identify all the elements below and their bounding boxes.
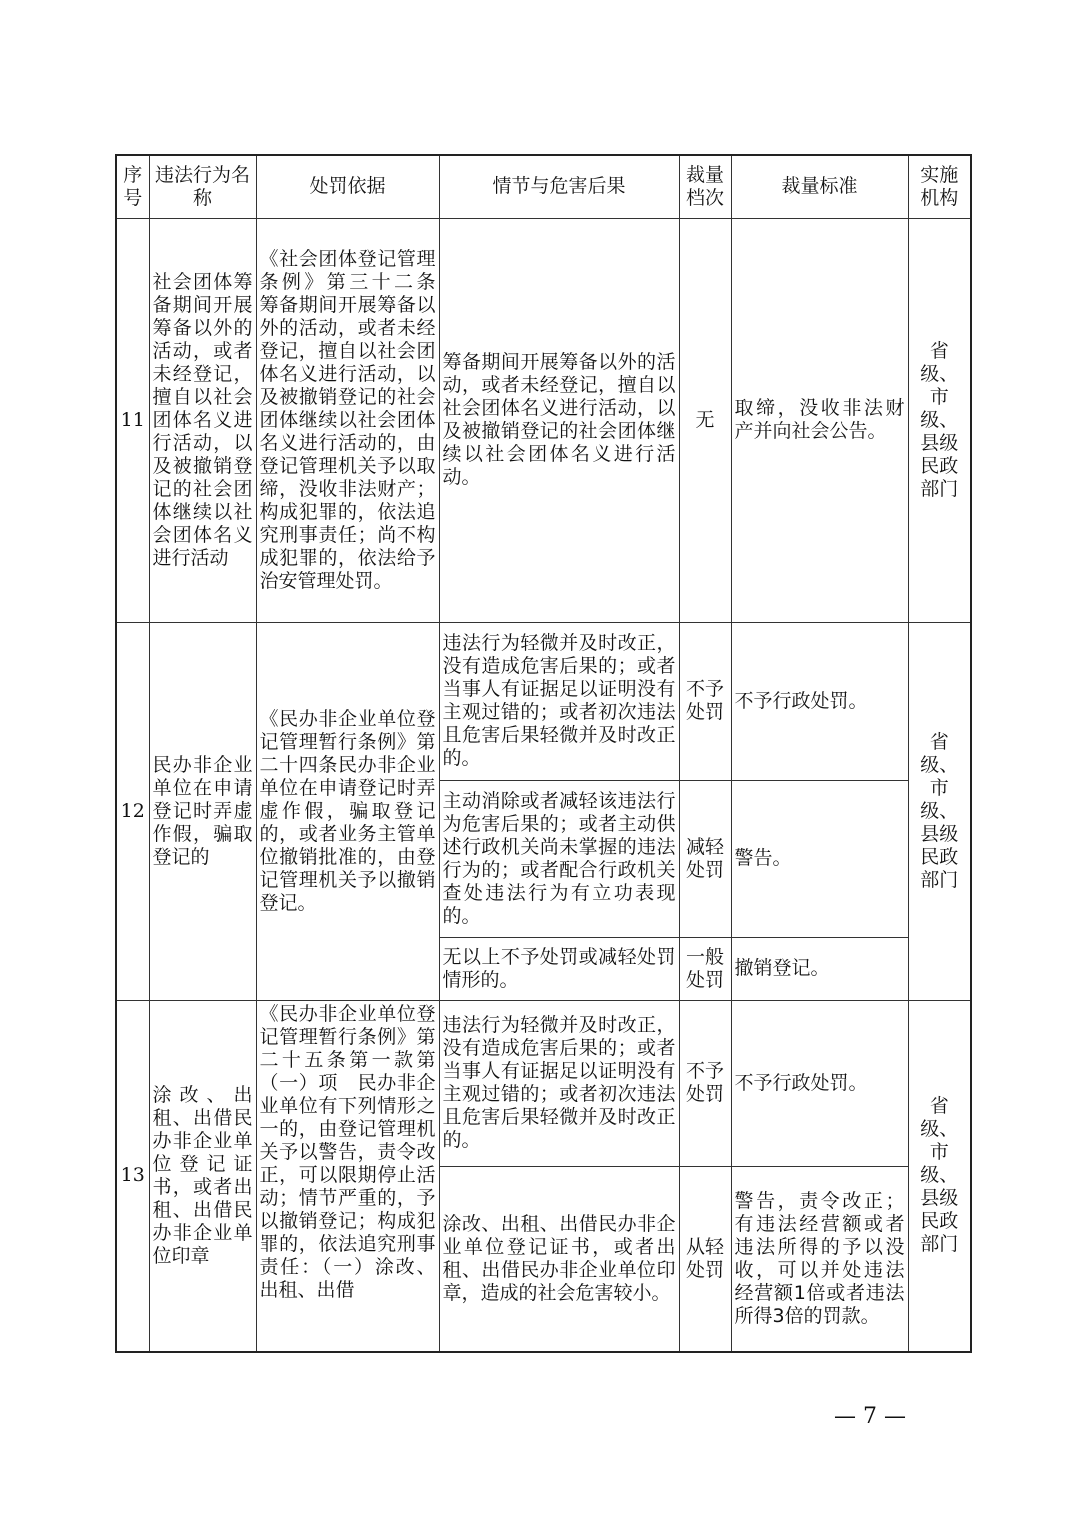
row-basis: 《民办非企业单位登记管理暂行条例》第二十四条民办非企业单位在申请登记时弄虚作假，骗取登记的，或者业务主管单位撤销批准的，由登记管理机关予以撤销登记。 (256, 622, 439, 1000)
row-level: 减轻处罚 (679, 780, 731, 937)
row-circumstance: 涂改、出租、出借民办非企业单位登记证书，或者出租、出借民办非企业单位印章，造成的社会危害较小。 (439, 1166, 679, 1352)
row-circumstance: 违法行为轻微并及时改正，没有造成危害后果的；或者当事人有证据足以证明没有主观过错的；或者初次违法且危害后果轻微并及时改正的。 (439, 1000, 679, 1166)
row-level: 不予处罚 (679, 622, 731, 780)
header-seq: 序号 (116, 155, 149, 218)
row-level: 从轻处罚 (679, 1166, 731, 1352)
row-standard: 不予行政处罚。 (731, 1000, 908, 1166)
row-circumstance: 无以上不予处罚或减轻处罚情形的。 (439, 937, 679, 1000)
row-circumstance: 筹备期间开展筹备以外的活动，或者未经登记，擅自以社会团体名义进行活动，以及被撤销登记的社会团体继续以社会团体名义进行活动。 (439, 218, 679, 622)
row-standard: 不予行政处罚。 (731, 622, 908, 780)
header-circumstance: 情节与危害后果 (439, 155, 679, 218)
penalty-discretion-table (115, 154, 972, 1353)
row-name: 社会团体筹备期间开展筹备以外的活动，或者未经登记，擅自以社会团体名义进行活动，以及被撤销登记的社会团体继续以社会团体名义进行活动 (149, 218, 256, 622)
row-agency: 省级、市级、县级民政部门 (908, 218, 971, 622)
row-level: 无 (679, 218, 731, 622)
row-level: 一般处罚 (679, 937, 731, 1000)
row-standard: 警告，责令改正；有违法经营额或者违法所得的予以没收，可以并处违法经营额1倍或者违法所得3倍的罚款。 (731, 1166, 908, 1352)
row-name: 民办非企业单位在申请登记时弄虚作假，骗取登记的 (149, 622, 256, 1000)
row-circumstance: 主动消除或者减轻该违法行为危害后果的；或者主动供述行政机关尚未掌握的违法行为的；或者配合行政机关查处违法行为有立功表现的。 (439, 780, 679, 937)
row-name: 涂改、出租、出借民办非企业单位登记证书，或者出租、出借民办非企业单位印章 (149, 1000, 256, 1352)
row-level: 不予处罚 (679, 1000, 731, 1166)
header-agency: 实施机构 (908, 155, 971, 218)
row-circumstance: 违法行为轻微并及时改正，没有造成危害后果的；或者当事人有证据足以证明没有主观过错的；或者初次违法且危害后果轻微并及时改正的。 (439, 622, 679, 780)
row-agency: 省级、市级、县级民政部门 (908, 1000, 971, 1352)
table-row (116, 622, 971, 780)
row-basis: 《民办非企业单位登记管理暂行条例》第二十五条第一款第（一）项 民办非企业单位有下列情形之一的，由登记管理机关予以警告，责令改正，可以限期停止活动；情节严重的，予以撤销登记；构成犯罪的，依法追究刑事责任：（一）涂改、出租、出借 (256, 1000, 439, 1352)
row-seq: 11 (116, 218, 149, 622)
row-basis: 《社会团体登记管理条例》第三十二条 筹备期间开展筹备以外的活动，或者未经登记，擅自以社会团体名义进行活动，以及被撤销登记的社会团体继续以社会团体名义进行活动的，由登记管理机关予以取缔，没收非法财产；构成犯罪的，依法追究刑事责任；尚不构成犯罪的，依法给予治安管理处罚。 (256, 218, 439, 622)
page-number: — 7 — (834, 1404, 906, 1429)
row-standard: 撤销登记。 (731, 937, 908, 1000)
header-name: 违法行为名称 (149, 155, 256, 218)
row-seq: 12 (116, 622, 149, 1000)
header-standard: 裁量标准 (731, 155, 908, 218)
table-row (116, 218, 971, 622)
row-agency: 省级、市级、县级民政部门 (908, 622, 971, 1000)
row-standard: 警告。 (731, 780, 908, 937)
table-row (116, 1000, 971, 1166)
header-level: 裁量档次 (679, 155, 731, 218)
row-seq: 13 (116, 1000, 149, 1352)
row-standard: 取缔，没收非法财产并向社会公告。 (731, 218, 908, 622)
table-header-row (116, 155, 971, 218)
header-basis: 处罚依据 (256, 155, 439, 218)
